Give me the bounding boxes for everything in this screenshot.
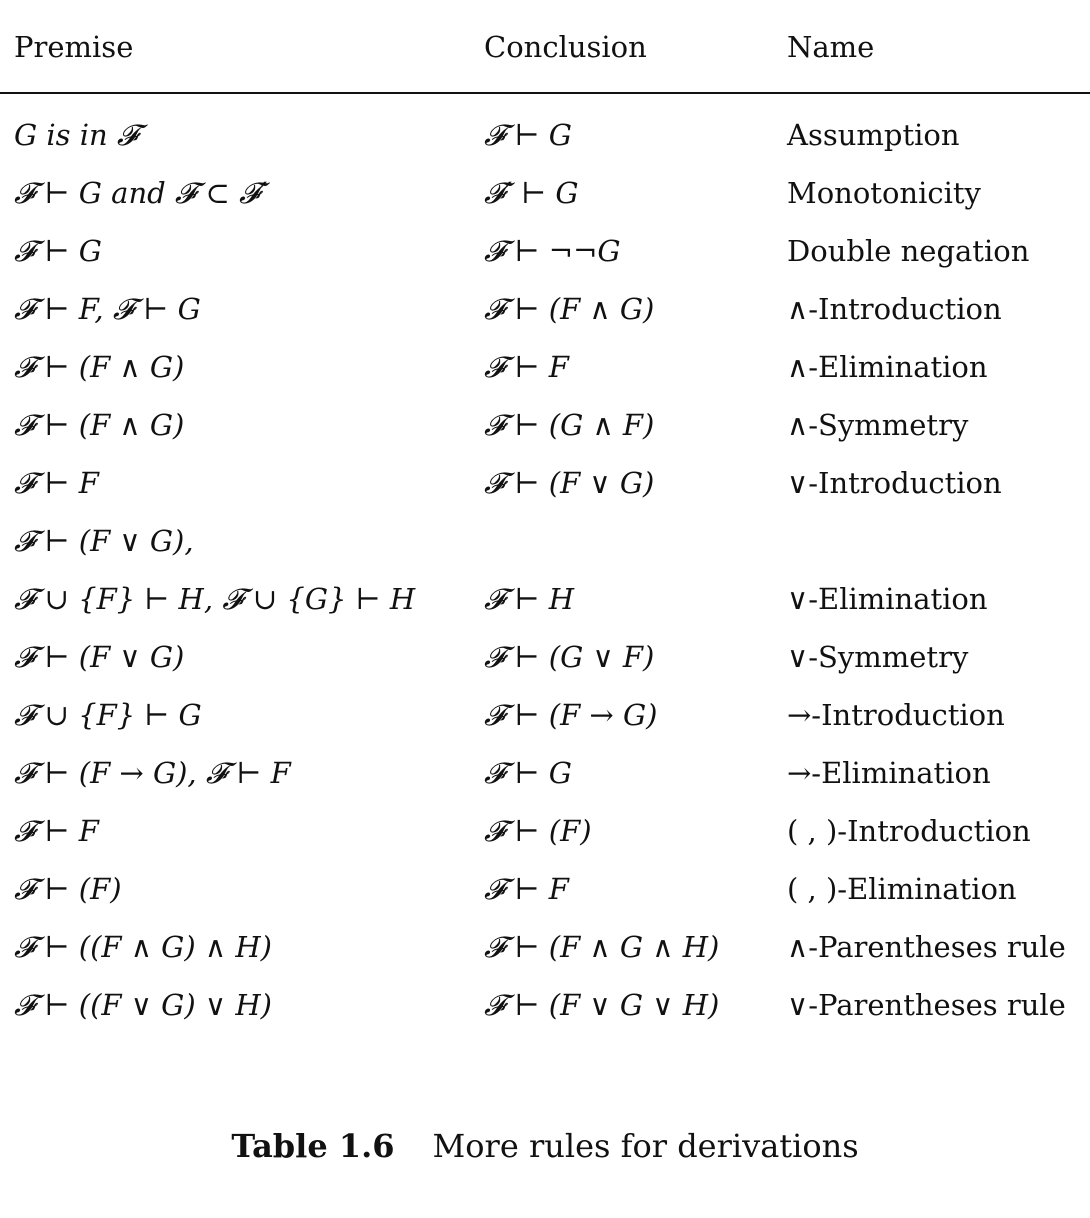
cell-premise: 𝓕 ⊢ (F ∨ G) <box>14 640 185 674</box>
cell-name: ( , )-Introduction <box>787 814 1031 848</box>
table-row <box>0 814 1090 872</box>
table-row <box>0 234 1090 292</box>
header-premise: Premise <box>14 30 134 64</box>
table-row <box>0 292 1090 350</box>
table-caption <box>0 1127 1090 1165</box>
table-row <box>0 582 1090 640</box>
cell-premise: 𝓕 ⊢ (F ∨ G), <box>14 524 194 558</box>
cell-premise: 𝓕 ⊢ F <box>14 814 99 848</box>
header-conclusion: Conclusion <box>484 30 647 64</box>
caption-label: Table 1.6 <box>231 1127 395 1165</box>
cell-conclusion: 𝓕 ⊢ F <box>484 350 569 384</box>
cell-conclusion: 𝓕 ⊢ (F) <box>484 814 592 848</box>
cell-name: Double negation <box>787 234 1030 268</box>
table-row <box>0 988 1090 1046</box>
cell-premise: 𝓕 ⊢ (F ∧ G) <box>14 408 185 442</box>
cell-conclusion: 𝓕 ⊢ ¬¬G <box>484 234 621 268</box>
cell-premise: 𝓕 ⊢ (F ∧ G) <box>14 350 185 384</box>
cell-conclusion: 𝓕 ⊢ (F ∧ G ∧ H) <box>484 930 720 964</box>
cell-premise: 𝓕 ⊢ (F) <box>14 872 122 906</box>
cell-conclusion: 𝓕 ⊢ H <box>484 582 575 616</box>
cell-name: Assumption <box>787 118 960 152</box>
cell-conclusion: 𝓕 ⊢ F <box>484 872 569 906</box>
cell-premise: 𝓕 ⊢ ((F ∨ G) ∨ H) <box>14 988 272 1022</box>
cell-conclusion: 𝓕 ⊢ (F ∨ G) <box>484 466 655 500</box>
cell-name: ∨-Symmetry <box>787 640 969 674</box>
cell-conclusion: 𝓕 ⊢ (G ∧ F) <box>484 408 655 442</box>
cell-name: ∨-Parentheses rule <box>787 988 1066 1022</box>
cell-premise: 𝓕 ∪ {F} ⊢ G <box>14 698 202 732</box>
cell-conclusion: 𝓕 ⊢ G <box>484 756 572 790</box>
cell-premise: 𝓕 ⊢ F <box>14 466 99 500</box>
table-row <box>0 350 1090 408</box>
table-row <box>0 756 1090 814</box>
caption-text: More rules for derivations <box>432 1127 859 1165</box>
cell-premise: 𝓕 ⊢ ((F ∧ G) ∧ H) <box>14 930 272 964</box>
cell-name: Monotonicity <box>787 176 981 210</box>
cell-conclusion: 𝓕 ⊢ (F ∧ G) <box>484 292 655 326</box>
table-row <box>0 640 1090 698</box>
cell-name: ∧-Parentheses rule <box>787 930 1066 964</box>
table-row <box>0 930 1090 988</box>
cell-conclusion: 𝓕 ⊢ G <box>484 118 572 152</box>
cell-name: →-Elimination <box>787 756 991 790</box>
cell-premise: 𝓕 ⊢ G and 𝓕 ⊂ 𝓕′ <box>14 176 268 210</box>
table-row <box>0 176 1090 234</box>
header-name: Name <box>787 30 875 64</box>
cell-premise: 𝓕 ⊢ G <box>14 234 102 268</box>
cell-name: ∧-Elimination <box>787 350 988 384</box>
table-row <box>0 408 1090 466</box>
table-row <box>0 466 1090 524</box>
cell-premise: G is in 𝓕 <box>14 118 139 152</box>
cell-name: ( , )-Elimination <box>787 872 1017 906</box>
cell-name: ∨-Elimination <box>787 582 988 616</box>
cell-premise: 𝓕 ∪ {F} ⊢ H, 𝓕 ∪ {G} ⊢ H <box>14 582 416 616</box>
cell-premise: 𝓕 ⊢ F, 𝓕 ⊢ G <box>14 292 201 326</box>
cell-conclusion: 𝓕′ ⊢ G <box>484 176 579 210</box>
table-row <box>0 698 1090 756</box>
cell-conclusion: 𝓕 ⊢ (F → G) <box>484 698 658 732</box>
cell-name: →-Introduction <box>787 698 1005 732</box>
cell-name: ∨-Introduction <box>787 466 1002 500</box>
cell-conclusion: 𝓕 ⊢ (F ∨ G ∨ H) <box>484 988 720 1022</box>
cell-name: ∧-Introduction <box>787 292 1002 326</box>
header-rule <box>0 92 1090 94</box>
cell-name: ∧-Symmetry <box>787 408 969 442</box>
cell-conclusion: 𝓕 ⊢ (G ∨ F) <box>484 640 655 674</box>
cell-premise: 𝓕 ⊢ (F → G), 𝓕 ⊢ F <box>14 756 291 790</box>
table-row <box>0 118 1090 176</box>
table-row <box>0 524 1090 582</box>
table-row <box>0 872 1090 930</box>
